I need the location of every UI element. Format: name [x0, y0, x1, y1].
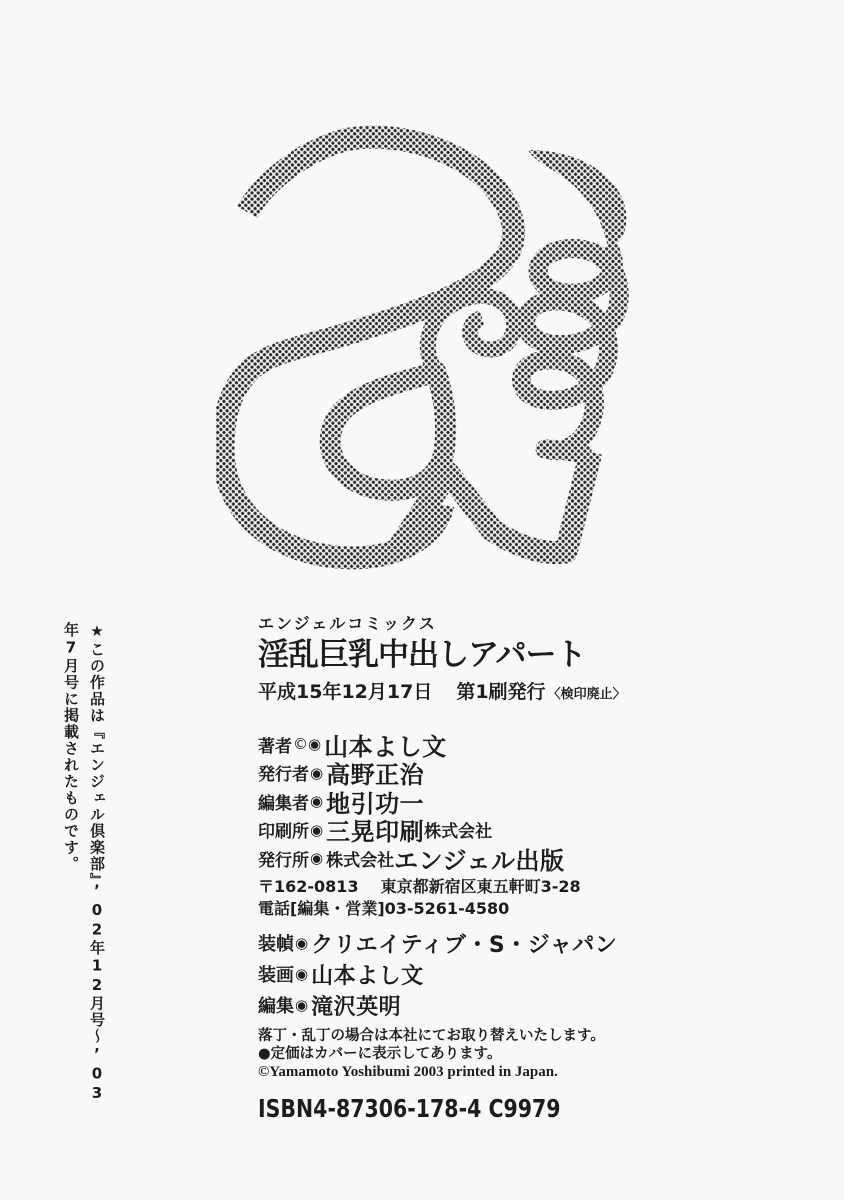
credit-label: 編集 — [258, 996, 294, 1017]
bullet-icon: ◉ — [310, 792, 324, 811]
serialization-note: ★この作品は『エンジェル倶楽部』’02年12月号〜’03年7月号に掲載されたものです。 — [62, 622, 106, 1104]
publisher-logo-graphic — [216, 124, 636, 576]
street-address: 東京都新宿区東五軒町3-28 — [380, 876, 581, 896]
bullet-icon: ◉ — [295, 996, 309, 1014]
defect-replacement-note: 落丁・乱丁の場合は本社にてお取り替えいたします。 — [258, 1027, 605, 1044]
book-title: 淫乱巨乳中出しアパート — [258, 637, 586, 673]
credit-name: 地引功一 — [326, 789, 425, 818]
colophon-notes — [258, 1027, 628, 1081]
credit-name: 高野正治 — [326, 761, 425, 790]
isbn-code: ISBN4-87306-178-4 C9979 — [258, 1093, 561, 1123]
staff-row-cover-art — [258, 959, 628, 990]
credit-label: 著者 — [258, 736, 292, 757]
credit-label: 印刷所 — [258, 822, 309, 843]
bullet-icon: ◉ — [295, 965, 309, 983]
phone-line: 電話[編集・営業]03-5261-4580 — [258, 898, 510, 918]
edition-printing: 第1刷発行 — [456, 681, 546, 703]
credits-list — [258, 730, 628, 873]
logo-crescent — [528, 150, 626, 247]
credit-row-editor-person — [258, 787, 628, 816]
imprint-label: エンジェルコミックス — [258, 614, 437, 633]
staff-row-editing — [258, 990, 628, 1021]
credit-label: 発行者 — [258, 765, 309, 786]
credit-row-printer — [258, 816, 628, 845]
credit-label: 装画 — [258, 965, 294, 986]
credit-name-suffix: 株式会社 — [424, 822, 493, 843]
logo-teardrop-loop — [330, 372, 445, 490]
publisher-address — [258, 876, 628, 920]
logo-coil-curls — [522, 246, 620, 456]
edition-line — [258, 677, 628, 704]
logo-center-spiral — [428, 296, 514, 372]
bullet-icon: ◉ — [295, 934, 309, 952]
credit-label: 装幀 — [258, 934, 294, 955]
staff-list — [258, 928, 628, 1021]
bullet-icon: ◉ — [310, 849, 324, 868]
credit-name-prefix: 株式会社 — [326, 850, 395, 871]
credit-name: 山本よし文 — [324, 732, 447, 761]
staff-row-design — [258, 928, 628, 959]
credit-label: 編集者 — [258, 793, 309, 814]
edition-date: 平成15年12月17日 — [258, 681, 433, 703]
bullet-icon: ◉ — [310, 820, 324, 839]
publisher-logo — [216, 124, 636, 576]
edition-note: 〈検印廃止〉 — [547, 687, 626, 702]
copyright-line: ©Yamamoto Yoshibumi 2003 printed in Japan. — [258, 1063, 558, 1080]
credit-name: エンジェル出版 — [394, 846, 565, 875]
bullet-icon: ◉ — [310, 763, 324, 782]
credit-row-publishing-house — [258, 844, 628, 873]
credit-name: 三晃印刷 — [326, 818, 425, 847]
address-line — [258, 876, 628, 898]
credit-row-publisher-person — [258, 759, 628, 788]
credit-label: 発行所 — [258, 850, 309, 871]
bullet-icon: ©◉ — [293, 735, 322, 754]
price-note: ●定価はカバーに表示してあります。 — [258, 1045, 502, 1062]
colophon-block — [258, 614, 628, 1123]
credit-name: クリエイティブ・S・ジャパン — [311, 932, 618, 958]
credit-row-author — [258, 730, 628, 759]
credit-name: 山本よし文 — [311, 963, 424, 989]
postal-code: 〒162-0813 — [258, 876, 359, 896]
credit-name: 滝沢英明 — [311, 994, 402, 1020]
